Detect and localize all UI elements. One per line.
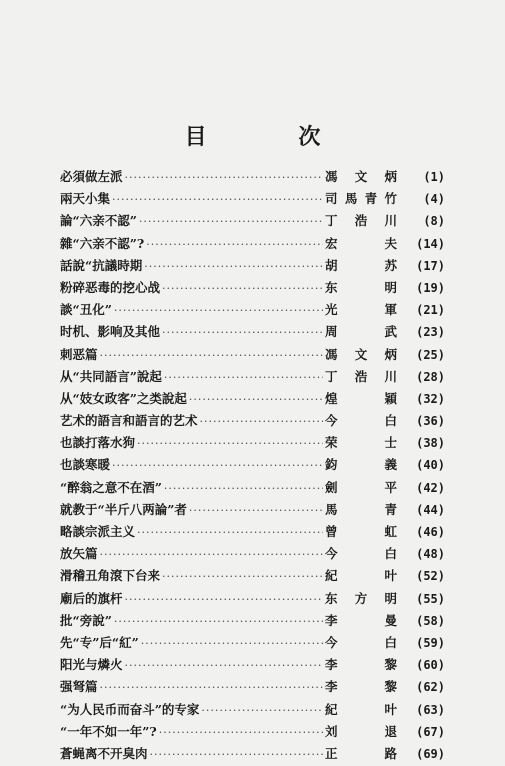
toc-entry (60, 432, 445, 454)
entry-title: 阳光与燐火 (60, 657, 123, 673)
entry-page: (59) (416, 635, 445, 650)
entry-title: 粉碎恶毒的挖心战 (60, 279, 161, 295)
toc-entry (60, 166, 445, 188)
entry-title: 論“六亲不認” (60, 213, 137, 229)
entry-title: “为人民币而奋斗”的专家 (60, 701, 200, 717)
dot-leader (141, 633, 323, 655)
entry-author: 丁浩川 (325, 368, 397, 384)
toc-entry (60, 299, 445, 321)
entry-page: (63) (416, 702, 445, 717)
entry-author: 今 白 (325, 546, 397, 562)
dot-leader (125, 589, 323, 611)
entry-author: 馮文炳 (325, 169, 397, 184)
entry-title: 略談宗派主义 (60, 524, 136, 539)
entry-page: (40) (416, 458, 445, 473)
dot-leader (100, 544, 323, 566)
dot-leader (201, 700, 323, 722)
dot-leader (100, 677, 323, 699)
entry-title: 必須做左派 (60, 169, 123, 184)
entry-page: (48) (416, 547, 445, 562)
toc-entry (60, 255, 445, 277)
entry-title: 强弩篇 (60, 679, 98, 695)
toc-entry (60, 277, 445, 299)
entry-author: 馮文炳 (325, 346, 397, 362)
entry-page: (44) (416, 502, 445, 517)
dot-leader (200, 411, 323, 433)
dot-leader (112, 455, 323, 477)
entry-title: 艺术的語言和語言的艺术 (60, 413, 198, 429)
toc-entry (60, 344, 445, 366)
toc-entry (60, 610, 445, 632)
entry-page: (38) (416, 436, 445, 451)
dot-leader (112, 189, 323, 211)
entry-page: (14) (416, 236, 445, 251)
dot-leader (150, 744, 323, 766)
entry-title: “醉翁之意不在酒” (60, 479, 162, 495)
toc-entry (60, 410, 445, 432)
entry-page: (28) (416, 369, 445, 384)
toc-entry (60, 210, 445, 232)
entry-page: (55) (416, 591, 445, 606)
entry-author: 宏 夫 (325, 235, 397, 251)
entry-page: (25) (416, 347, 445, 362)
entry-page: (62) (416, 680, 445, 695)
dot-leader (114, 300, 323, 322)
toc-entry (60, 321, 445, 343)
toc-entry (60, 366, 445, 388)
entry-author: 正 路 (325, 745, 397, 761)
entry-title: 兩天小集 (60, 191, 111, 207)
dot-leader (189, 500, 323, 522)
toc-entry (60, 477, 445, 499)
entry-title: 先“专”后“紅” (60, 634, 139, 650)
toc-entry (60, 743, 445, 765)
dot-leader (159, 722, 323, 744)
entry-page: (36) (416, 414, 445, 429)
dot-leader (125, 655, 323, 677)
entry-author: 曾 虹 (325, 524, 397, 539)
entry-author: 紀 叶 (325, 701, 397, 717)
entry-page: (58) (416, 613, 445, 628)
entry-author: 李 黎 (325, 657, 397, 673)
entry-title: 批“旁說” (60, 612, 112, 628)
entry-title: 談“丑化” (60, 302, 112, 318)
entry-author: 周 武 (325, 324, 397, 340)
dot-leader (114, 611, 323, 633)
entry-title: 話說“抗議時期 (60, 257, 143, 273)
entry-author: 煌 穎 (325, 390, 397, 406)
toc-entry (60, 499, 445, 521)
dot-leader (137, 433, 323, 455)
dot-leader (100, 345, 323, 367)
dot-leader (164, 367, 323, 389)
entry-page: (23) (416, 325, 445, 340)
toc-entry (60, 632, 445, 654)
entry-title: 放矢篇 (60, 546, 98, 562)
dot-leader (137, 522, 323, 544)
entry-author: 紀 叶 (325, 568, 397, 584)
toc-entry (60, 588, 445, 610)
dot-leader (189, 389, 323, 411)
entry-page: (17) (416, 258, 445, 273)
entry-author: 刘 退 (325, 723, 397, 739)
entry-author: 劍 平 (325, 479, 397, 495)
toc-entry (60, 543, 445, 565)
entry-page: (1) (423, 170, 445, 184)
entry-title: 就教于“半斤八两論”者 (60, 501, 187, 517)
toc-entry (60, 721, 445, 743)
entry-author: 东方明 (325, 590, 397, 606)
entry-page: (69) (416, 746, 445, 761)
entry-page: (21) (416, 303, 445, 318)
entry-title: 刺恶篇 (60, 346, 98, 362)
dot-leader (162, 278, 323, 300)
dot-leader (139, 211, 323, 233)
entry-author: 东 明 (325, 279, 397, 295)
entry-page: (8) (423, 214, 445, 229)
entry-page: (67) (416, 724, 445, 739)
entry-author: 丁浩川 (325, 213, 397, 229)
entry-title: 廟后的旗杆 (60, 590, 123, 606)
entry-page: (4) (423, 192, 445, 207)
entry-author: 今 白 (325, 634, 397, 650)
entry-title: 也談打落水狗 (60, 435, 136, 451)
toc-entry (60, 699, 445, 721)
dot-leader (144, 256, 323, 278)
entry-author: 鈞 義 (325, 457, 397, 473)
entry-page: (60) (416, 658, 445, 673)
dot-leader (125, 167, 323, 189)
entry-author: 光 軍 (325, 302, 397, 318)
toc-entry (60, 521, 445, 543)
toc-entry (60, 388, 445, 410)
entry-page: (19) (416, 280, 445, 295)
entry-author: 荣 士 (325, 435, 397, 451)
dot-leader (162, 566, 323, 588)
toc-entry (60, 676, 445, 698)
entry-title: 从“妓女政客”之类說起 (60, 390, 187, 406)
dot-leader (164, 478, 323, 500)
entry-page: (52) (416, 569, 445, 584)
entry-title: “一年不如一年”? (60, 723, 157, 739)
entry-author: 胡 苏 (325, 257, 397, 273)
toc-entry (60, 233, 445, 255)
toc-entry (60, 454, 445, 476)
entry-page: (46) (416, 525, 445, 539)
entry-title: 雜“六亲不認”? (60, 235, 145, 251)
entry-author: 司馬青竹 (325, 191, 397, 207)
entry-title: 时机、影响及其他 (60, 324, 161, 340)
entry-title: 从“共同語言”說起 (60, 368, 162, 384)
entry-page: (42) (416, 480, 445, 495)
entry-title: 滑稽丑角滾下台来 (60, 568, 161, 584)
entry-author: 馬 青 (325, 501, 397, 517)
entry-title: 蒼蝇离不开臭肉 (60, 745, 148, 761)
entry-author: 李 黎 (325, 679, 397, 695)
entry-title: 也談寒暖 (60, 457, 111, 473)
entry-author: 今 白 (325, 413, 397, 429)
toc-entry (60, 188, 445, 210)
dot-leader (162, 322, 323, 344)
toc-entry (60, 654, 445, 676)
dot-leader (146, 234, 323, 256)
table-of-contents (60, 166, 445, 765)
page-title: 目 次 (184, 124, 363, 150)
entry-page: (32) (416, 391, 445, 406)
entry-author: 李 曼 (325, 612, 397, 628)
toc-entry (60, 565, 445, 587)
